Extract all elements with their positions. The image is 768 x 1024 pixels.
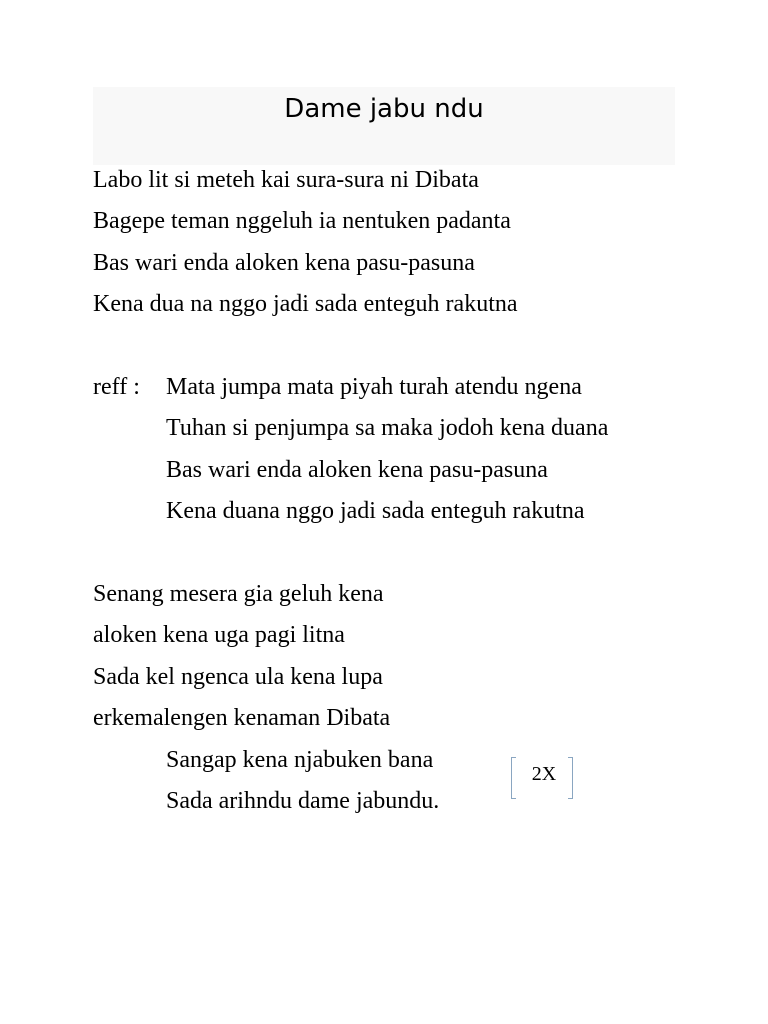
verse2-line-1: Senang mesera gia geluh kena [93,581,384,607]
reff-line-4: Kena duana nggo jadi sada enteguh rakutna [166,498,585,524]
reff-line-1: Mata jumpa mata piyah turah atendu ngena [166,374,582,400]
verse1-line-3: Bas wari enda aloken kena pasu-pasuna [93,250,475,276]
repeat-bracket-right [568,757,573,799]
reff-line-3: Bas wari enda aloken kena pasu-pasuna [166,457,548,483]
verse1-line-4: Kena dua na nggo jadi sada enteguh rakutna [93,291,518,317]
ending-line-1: Sangap kena njabuken bana [166,747,434,773]
repeat-marker: 2X [531,763,557,785]
verse2-line-4: erkemalengen kenaman Dibata [93,705,391,731]
ending-line-2: Sada arihndu dame jabundu. [166,788,440,814]
reff-line-2: Tuhan si penjumpa sa maka jodoh kena duana [166,415,609,441]
verse1-line-2: Bagepe teman nggeluh ia nentuken padanta [93,208,511,234]
repeat-bracket-left [511,757,516,799]
title-bar [93,87,675,165]
song-title: Dame jabu ndu [284,94,484,124]
verse2-line-2: aloken kena uga pagi litna [93,622,345,648]
verse1-line-1: Labo lit si meteh kai sura-sura ni Dibata [93,167,479,193]
verse2-line-3: Sada kel ngenca ula kena lupa [93,664,383,690]
reff-label: reff : [93,374,140,400]
